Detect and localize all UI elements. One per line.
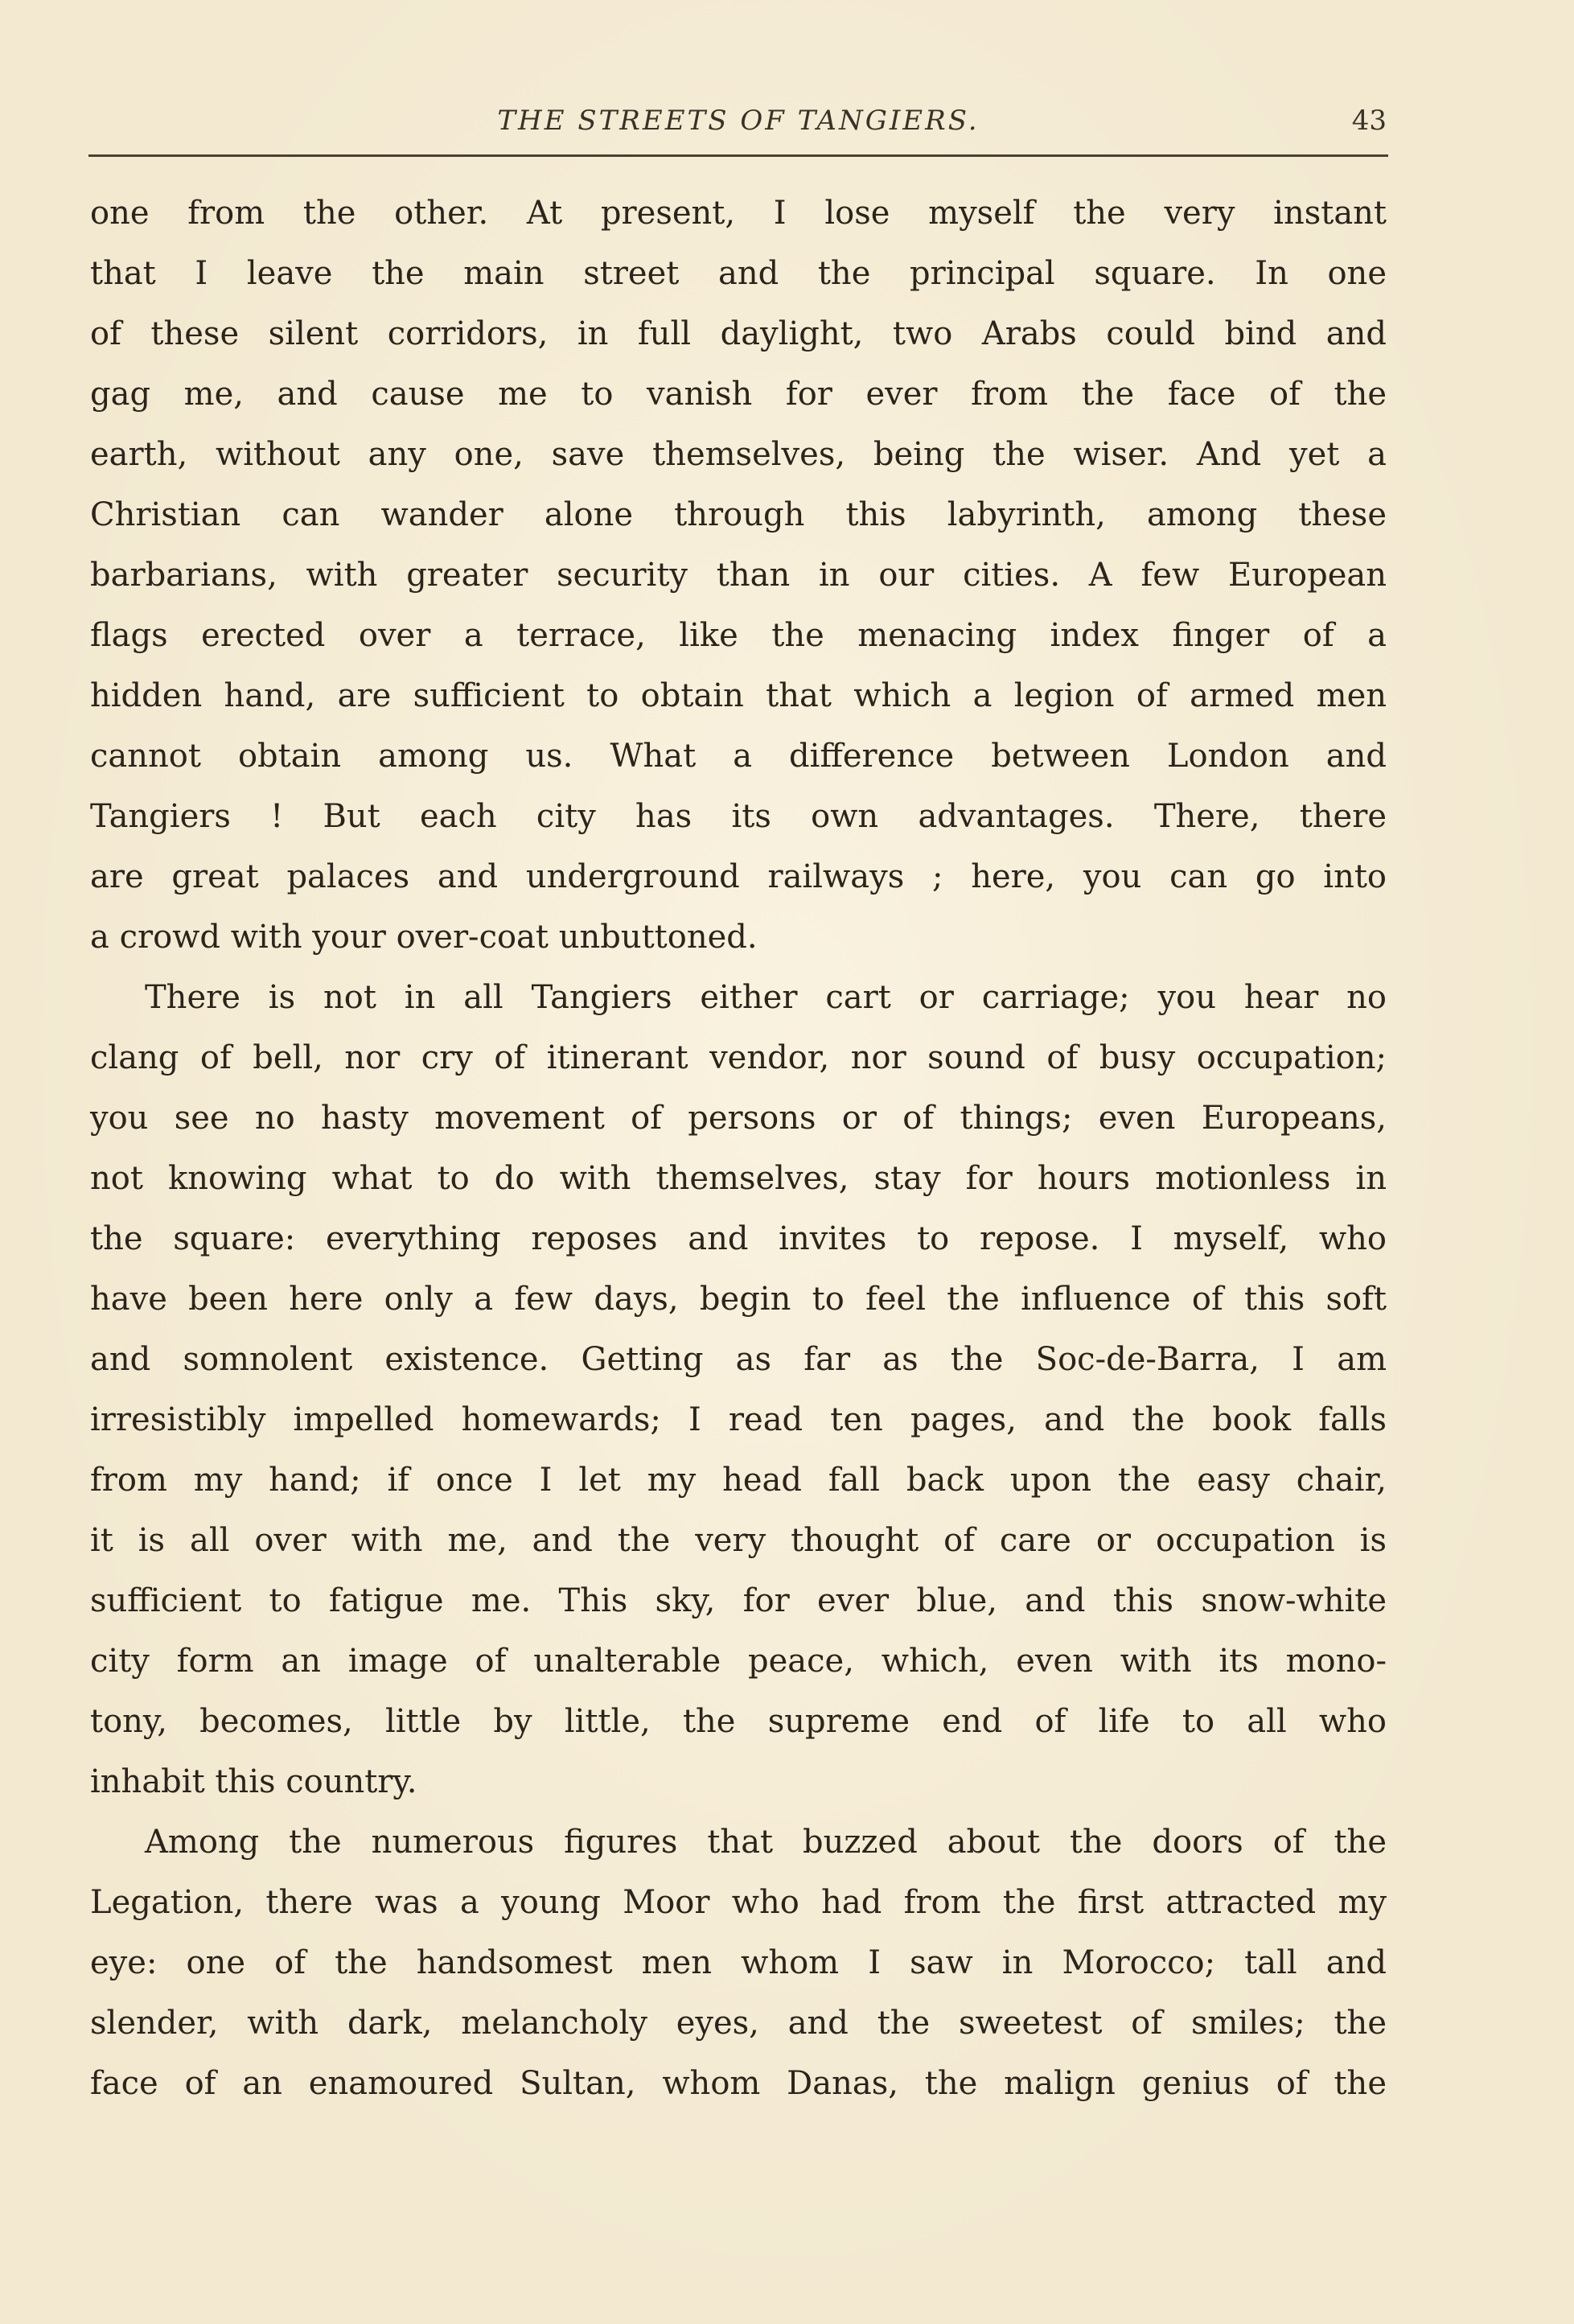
text-line: not knowing what to do with themselves, stay for hours motionless in — [90, 1160, 1387, 1197]
text-line: are great palaces and underground railways ; here, you can go into — [90, 858, 1387, 895]
text-line: Christian can wander alone through this labyrinth, among these — [90, 496, 1387, 533]
text-line: flags erected over a terrace, like the menacing index finger of a — [90, 617, 1387, 654]
text-line: tony, becomes, little by little, the supreme end of life to all who — [90, 1703, 1387, 1740]
text-line: barbarians, with greater security than in our cities. A few European — [90, 557, 1387, 594]
text-line: you see no hasty movement of persons or of things; even Europeans, — [90, 1100, 1387, 1137]
text-line: one from the other. At present, I lose myself the very instant — [90, 195, 1387, 232]
text-line: inhabit this country. — [90, 1763, 417, 1800]
text-line: that I leave the main street and the principal square. In one — [90, 255, 1387, 292]
text-line: cannot obtain among us. What a difference between London and — [90, 738, 1387, 775]
text-line: hidden hand, are sufficient to obtain that which a legion of armed men — [90, 677, 1387, 714]
text-line: and somnolent existence. Getting as far as the Soc-de-Barra, I am — [90, 1341, 1387, 1378]
body-text — [90, 183, 1387, 2114]
running-head — [90, 95, 1387, 143]
text-line: sufficient to fatigue me. This sky, for ever blue, and this snow-white — [90, 1582, 1387, 1619]
text-line: eye: one of the handsomest men whom I saw in Morocco; tall and — [90, 1944, 1387, 1981]
text-line: irresistibly impelled homewards; I read ten pages, and the book falls — [90, 1401, 1387, 1438]
text-line: slender, with dark, melancholy eyes, and the sweetest of smiles; the — [90, 2005, 1387, 2042]
text-line: it is all over with me, and the very thought of care or occupation is — [90, 1522, 1387, 1559]
text-line: gag me, and cause me to vanish for ever from the face of the — [90, 376, 1387, 413]
text-line: of these silent corridors, in full daylight, two Arabs could bind and — [90, 315, 1387, 352]
text-line: There is not in all Tangiers either cart or carriage; you hear no — [145, 979, 1387, 1016]
text-line: city form an image of unalterable peace, which, even with its mono- — [90, 1643, 1387, 1680]
text-line: Among the numerous figures that buzzed about the doors of the — [145, 1824, 1387, 1861]
text-line: Tangiers ! But each city has its own advantages. There, there — [90, 798, 1387, 835]
running-title: THE STREETS OF TANGIERS. — [497, 105, 980, 137]
text-line: have been here only a few days, begin to feel the influence of this soft — [90, 1281, 1387, 1318]
header-rule — [88, 154, 1388, 157]
text-line: earth, without any one, save themselves, being the wiser. And yet a — [90, 436, 1387, 473]
text-line: a crowd with your over-coat unbuttoned. — [90, 919, 758, 956]
page-number: 43 — [1351, 105, 1387, 137]
text-line: Legation, there was a young Moor who had from the first attracted my — [90, 1884, 1387, 1921]
text-line: face of an enamoured Sultan, whom Danas, the malign genius of the — [90, 2065, 1387, 2102]
text-line: from my hand; if once I let my head fall back upon the easy chair, — [90, 1462, 1387, 1499]
text-line: the square: everything reposes and invites to repose. I myself, who — [90, 1220, 1387, 1257]
text-line: clang of bell, nor cry of itinerant vendor, nor sound of busy occupation; — [90, 1039, 1387, 1076]
